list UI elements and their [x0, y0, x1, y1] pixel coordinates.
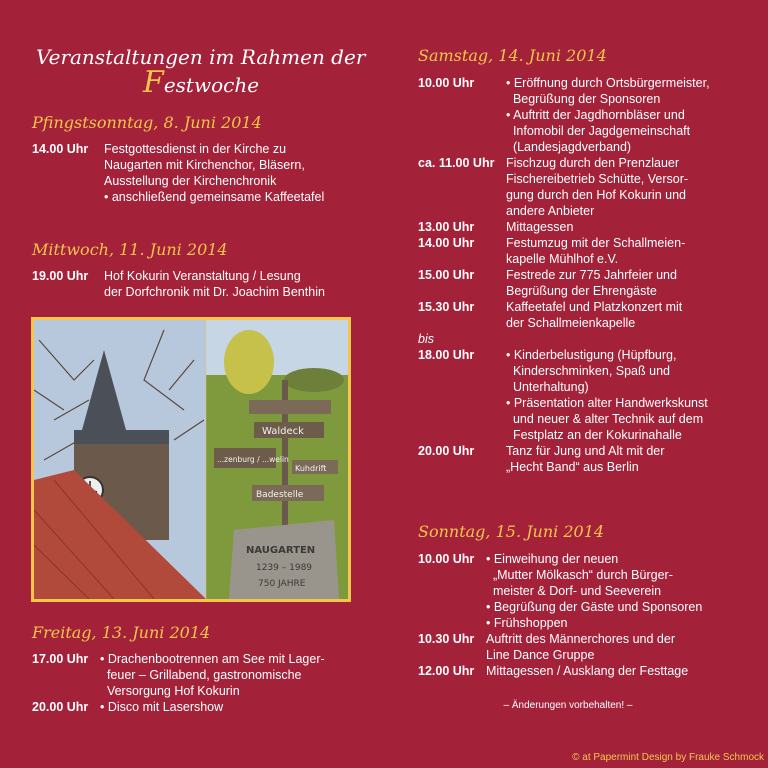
event-row	[32, 268, 372, 300]
event-line: Kaffeetafel und Platzkonzert mit	[506, 300, 683, 314]
distant-trees	[284, 368, 344, 392]
stone-name: NAUGARTEN	[246, 545, 316, 556]
event-line: • Begrüßung der Gäste und Sponsoren	[486, 600, 703, 614]
event-line: Naugarten mit Kirchenchor, Bläsern,	[104, 158, 305, 172]
event-row	[32, 651, 372, 699]
event-line: Kinderschminken, Spaß und	[506, 364, 670, 378]
heading-pfingstsonntag: Pfingstsonntag, 8. Juni 2014	[32, 113, 262, 132]
events-samstag	[418, 75, 748, 475]
event-line: Hof Kokurin Veranstaltung / Lesung	[104, 269, 301, 283]
main-title-initial: F	[143, 65, 164, 100]
event-time: ca. 11.00 Uhr	[418, 156, 495, 170]
event-line: Festplatz an der Kokurinahalle	[506, 428, 682, 442]
event-line: Festgottesdienst in der Kirche zu	[104, 142, 287, 156]
event-line: Fischereibetrieb Schütte, Versor-	[506, 172, 689, 186]
event-row	[418, 551, 748, 631]
event-line: Mittagessen	[506, 220, 574, 234]
event-time: 20.00 Uhr	[32, 700, 89, 714]
sign-board-1	[249, 400, 331, 414]
event-line: „Mutter Mölkasch“ durch Bürger-	[486, 568, 673, 582]
event-line: • Auftritt der Jagdhornbläser und	[506, 108, 685, 122]
event-row	[418, 443, 748, 475]
event-row	[418, 299, 748, 331]
stone-years: 1239 – 1989	[256, 563, 313, 573]
event-line: „Hecht Band“ aus Berlin	[506, 460, 639, 474]
sign-text-left: ...zenburg / ...welin	[217, 455, 289, 464]
event-line: Fischzug durch den Prenzlauer	[506, 156, 680, 170]
village-photo	[31, 317, 351, 602]
events-freitag	[32, 651, 372, 715]
event-row	[418, 663, 748, 679]
tower-roof-band	[74, 430, 169, 444]
event-time: 13.00 Uhr	[418, 220, 475, 234]
event-line: Mittagessen / Ausklang der Festtage	[486, 664, 689, 678]
willow-tree	[224, 330, 274, 394]
event-time: 14.00 Uhr	[32, 142, 89, 156]
event-line: • Disco mit Lasershow	[100, 700, 224, 714]
event-line: Versorgung Hof Kokurin	[100, 684, 240, 698]
event-time: 17.00 Uhr	[32, 652, 89, 666]
sign-text-4: Badestelle	[256, 490, 304, 500]
event-line: • Frühshoppen	[486, 616, 568, 630]
event-line: Auftritt des Männerchores und der	[486, 632, 675, 646]
event-line: Unterhaltung)	[506, 380, 589, 394]
event-time: 10.30 Uhr	[418, 632, 475, 646]
event-line: Festrede zur 775 Jahrfeier und	[506, 268, 677, 282]
main-title-rest: estwoche	[163, 73, 260, 97]
events-sonntag	[418, 551, 748, 679]
heading-sonntag: Sonntag, 15. Juni 2014	[418, 522, 605, 541]
event-row	[418, 219, 748, 235]
event-row	[32, 141, 372, 205]
event-row	[418, 75, 748, 155]
event-line: • Einweihung der neuen	[486, 552, 619, 566]
event-line: Ausstellung der Kirchenchronik	[104, 174, 277, 188]
event-line: • Drachenbootrennen am See mit Lager-	[100, 652, 325, 666]
event-line: meister & Dorf- und Seeverein	[486, 584, 662, 598]
event-line: • Kinderbelustigung (Hüpfburg,	[506, 348, 677, 362]
event-line: Begrüßung der Ehrengäste	[506, 284, 657, 298]
event-time: 10.00 Uhr	[418, 552, 475, 566]
copyright-notice: © at Papermint Design by Frauke Schmock	[572, 752, 764, 763]
event-time: 15.30 Uhr	[418, 300, 475, 314]
changes-reserved-note: – Änderungen vorbehalten! –	[503, 700, 633, 711]
event-row	[418, 347, 748, 443]
bis-label: bis	[418, 332, 434, 346]
event-line: andere Anbieter	[506, 204, 595, 218]
event-line: und neuer & alter Technik auf dem	[506, 412, 704, 426]
event-line: Tanz für Jung und Alt mit der	[506, 444, 665, 458]
event-time: 14.00 Uhr	[418, 236, 475, 250]
main-title	[36, 44, 376, 98]
event-line: der Schallmeienkapelle	[506, 316, 636, 330]
heading-samstag: Samstag, 14. Juni 2014	[418, 46, 607, 65]
event-row	[418, 235, 748, 267]
sign-text-2: Waldeck	[262, 426, 304, 437]
event-row	[418, 631, 748, 663]
events-mittwoch	[32, 268, 372, 300]
sign-text-3: Kuhdrift	[295, 464, 327, 473]
event-row	[418, 267, 748, 299]
event-line: Festumzug mit der Schallmeien-	[506, 236, 686, 250]
event-time: 15.00 Uhr	[418, 268, 475, 282]
event-time: 20.00 Uhr	[418, 444, 475, 458]
event-line: gung durch den Hof Kokurin und	[506, 188, 686, 202]
event-time: 18.00 Uhr	[418, 348, 475, 362]
event-line: der Dorfchronik mit Dr. Joachim Benthin	[104, 285, 325, 299]
village-photo-svg	[34, 320, 348, 599]
event-row	[32, 699, 372, 715]
event-line: • anschließend gemeinsame Kaffeetafel	[104, 190, 325, 204]
event-time: 10.00 Uhr	[418, 76, 475, 90]
heading-mittwoch: Mittwoch, 11. Juni 2014	[32, 240, 228, 259]
main-title-line2	[36, 65, 376, 100]
event-line: • Präsentation alter Handwerkskunst	[506, 396, 708, 410]
stone-jubilee: 750 JAHRE	[258, 579, 306, 589]
event-row	[418, 155, 748, 219]
event-line: Begrüßung der Sponsoren	[506, 92, 661, 106]
event-line: feuer – Grillabend, gastronomische	[100, 668, 302, 682]
event-line: Infomobil der Jagdgemeinschaft	[506, 124, 691, 138]
event-line: Line Dance Gruppe	[486, 648, 595, 662]
event-line: • Eröffnung durch Ortsbürgermeister,	[506, 76, 710, 90]
event-time: 12.00 Uhr	[418, 664, 475, 678]
event-line: kapelle Mühlhof e.V.	[506, 252, 619, 266]
events-pfingstsonntag	[32, 141, 372, 205]
main-title-line1: Veranstaltungen im Rahmen der	[36, 45, 366, 69]
event-time: 19.00 Uhr	[32, 269, 89, 283]
event-line: (Landesjagdverband)	[506, 140, 632, 154]
heading-freitag: Freitag, 13. Juni 2014	[32, 623, 211, 642]
